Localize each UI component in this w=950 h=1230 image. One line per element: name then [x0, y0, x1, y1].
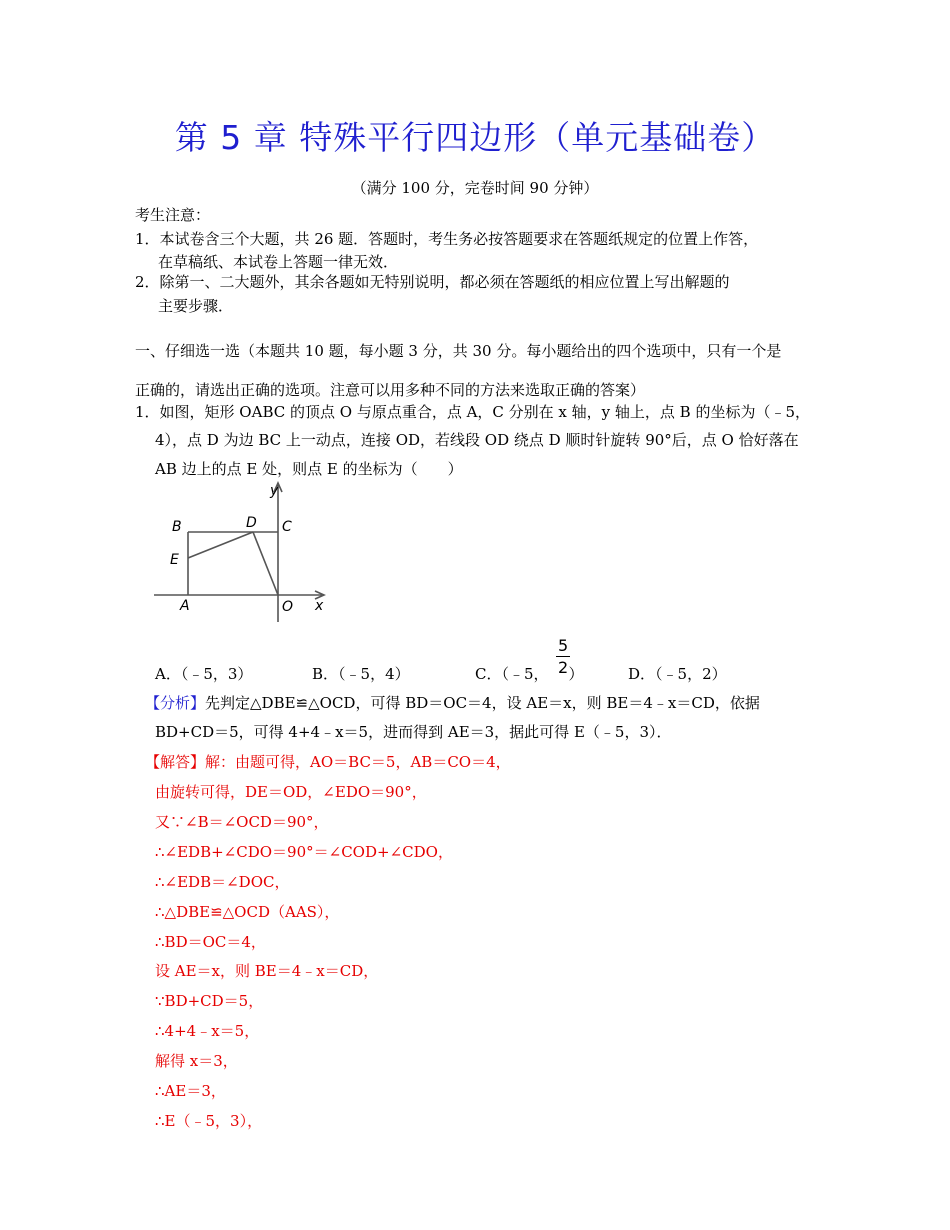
notice-item-1-line-2: 在草稿纸、本试卷上答题一律无效．: [158, 253, 399, 271]
solution-line-1: 由旋转可得，DE＝OD，∠EDO＝90°，: [155, 783, 427, 801]
option-c-denominator: 2: [558, 658, 569, 677]
option-c-suffix: ）: [568, 665, 584, 683]
analysis-text-1: 先判定△DBE≌△OCD，可得 BD＝OC＝4，设 AE＝x，则 BE＝4﹣x＝CD，依据: [205, 694, 760, 712]
solution-line-0: [145, 752, 511, 772]
analysis-line-2: BD+CD＝5，可得 4+4﹣x＝5，进而得到 AE＝3，据此可得 E（﹣5，3）．: [155, 723, 672, 741]
rectangle-figure: [150, 480, 350, 630]
label-y: y: [270, 483, 279, 499]
notice-item-1-line-1: 1．本试卷含三个大题，共 26 题．答题时，考生务必按答题要求在答题纸规定的位置上作答，: [135, 230, 759, 248]
solution-line-7: 设 AE＝x，则 BE＝4﹣x＝CD，: [155, 962, 379, 980]
solution-line-8: ∵BD+CD＝5，: [155, 992, 264, 1010]
label-x: x: [315, 598, 324, 614]
label-a: A: [180, 598, 190, 614]
solution-tag: 【解答】: [145, 753, 206, 771]
solution-line-9: ∴4+4﹣x＝5，: [155, 1022, 260, 1040]
notice-item-2-line-2: 主要步骤．: [158, 297, 234, 315]
notice-heading: 考生注意：: [135, 206, 211, 224]
solution-line-10: 解得 x＝3，: [155, 1052, 238, 1070]
label-d: D: [246, 515, 257, 531]
question-1-line-1: 1．如图，矩形 OABC 的顶点 O 与原点重合，点 A，C 分别在 x 轴，y 轴上，点 B 的坐标为（﹣5，: [135, 403, 811, 421]
solution-line-4: ∴∠EDB＝∠DOC，: [155, 873, 290, 891]
notice-item-2-line-1: 2．除第一、二大题外，其余各题如无特别说明，都必须在答题纸的相应位置上写出解题的: [135, 273, 730, 291]
question-1-line-3: AB 边上的点 E 处，则点 E 的坐标为（ ）: [155, 460, 463, 478]
label-e: E: [170, 552, 179, 568]
analysis-line-1: [145, 693, 760, 713]
solution-line-11: ∴AE＝3，: [155, 1082, 226, 1100]
solution-first: 解：由题可得，AO＝BC＝5，AB＝CO＝4，: [205, 753, 511, 771]
solution-line-2: 又∵∠B＝∠OCD＝90°，: [155, 813, 329, 831]
section-1-instructions-line-2: 正确的，请选出正确的选项。注意可以用多种不同的方法来选取正确的答案）: [135, 381, 646, 399]
analysis-tag: 【分析】: [145, 694, 206, 712]
option-c-prefix: C．（﹣5，: [475, 665, 549, 683]
fraction-bar: [556, 656, 570, 657]
segment-do: [253, 532, 278, 595]
page-title: 第 5 章 特殊平行四边形（单元基础卷）: [174, 118, 776, 157]
question-1-line-2: 4），点 D 为边 BC 上一动点，连接 OD，若线段 OD 绕点 D 顺时针旋转 90°后，点 O 恰好落在: [155, 431, 799, 449]
option-b: B．（﹣5，4）: [312, 665, 410, 683]
segment-ed: [188, 532, 253, 558]
solution-line-3: ∴∠EDB+∠CDO＝90°＝∠COD+∠CDO，: [155, 843, 453, 861]
option-a: A．（﹣5，3）: [155, 665, 253, 683]
option-d: D．（﹣5，2）: [628, 665, 727, 683]
solution-line-12: ∴E（﹣5，3），: [155, 1112, 263, 1130]
solution-line-5: ∴△DBE≌△OCD（AAS），: [155, 903, 340, 921]
label-b: B: [172, 519, 182, 535]
page-subtitle: （满分 100 分，完卷时间 90 分钟）: [351, 179, 599, 197]
solution-line-6: ∴BD＝OC＝4，: [155, 933, 266, 951]
section-1-instructions-line-1: 一、仔细选一选（本题共 10 题，每小题 3 分，共 30 分。每小题给出的四个选项中，只有一个是: [135, 342, 782, 360]
question-1-figure: [150, 480, 350, 634]
option-c-numerator: 5: [558, 636, 569, 655]
label-o: O: [282, 599, 294, 615]
label-c: C: [282, 519, 292, 535]
